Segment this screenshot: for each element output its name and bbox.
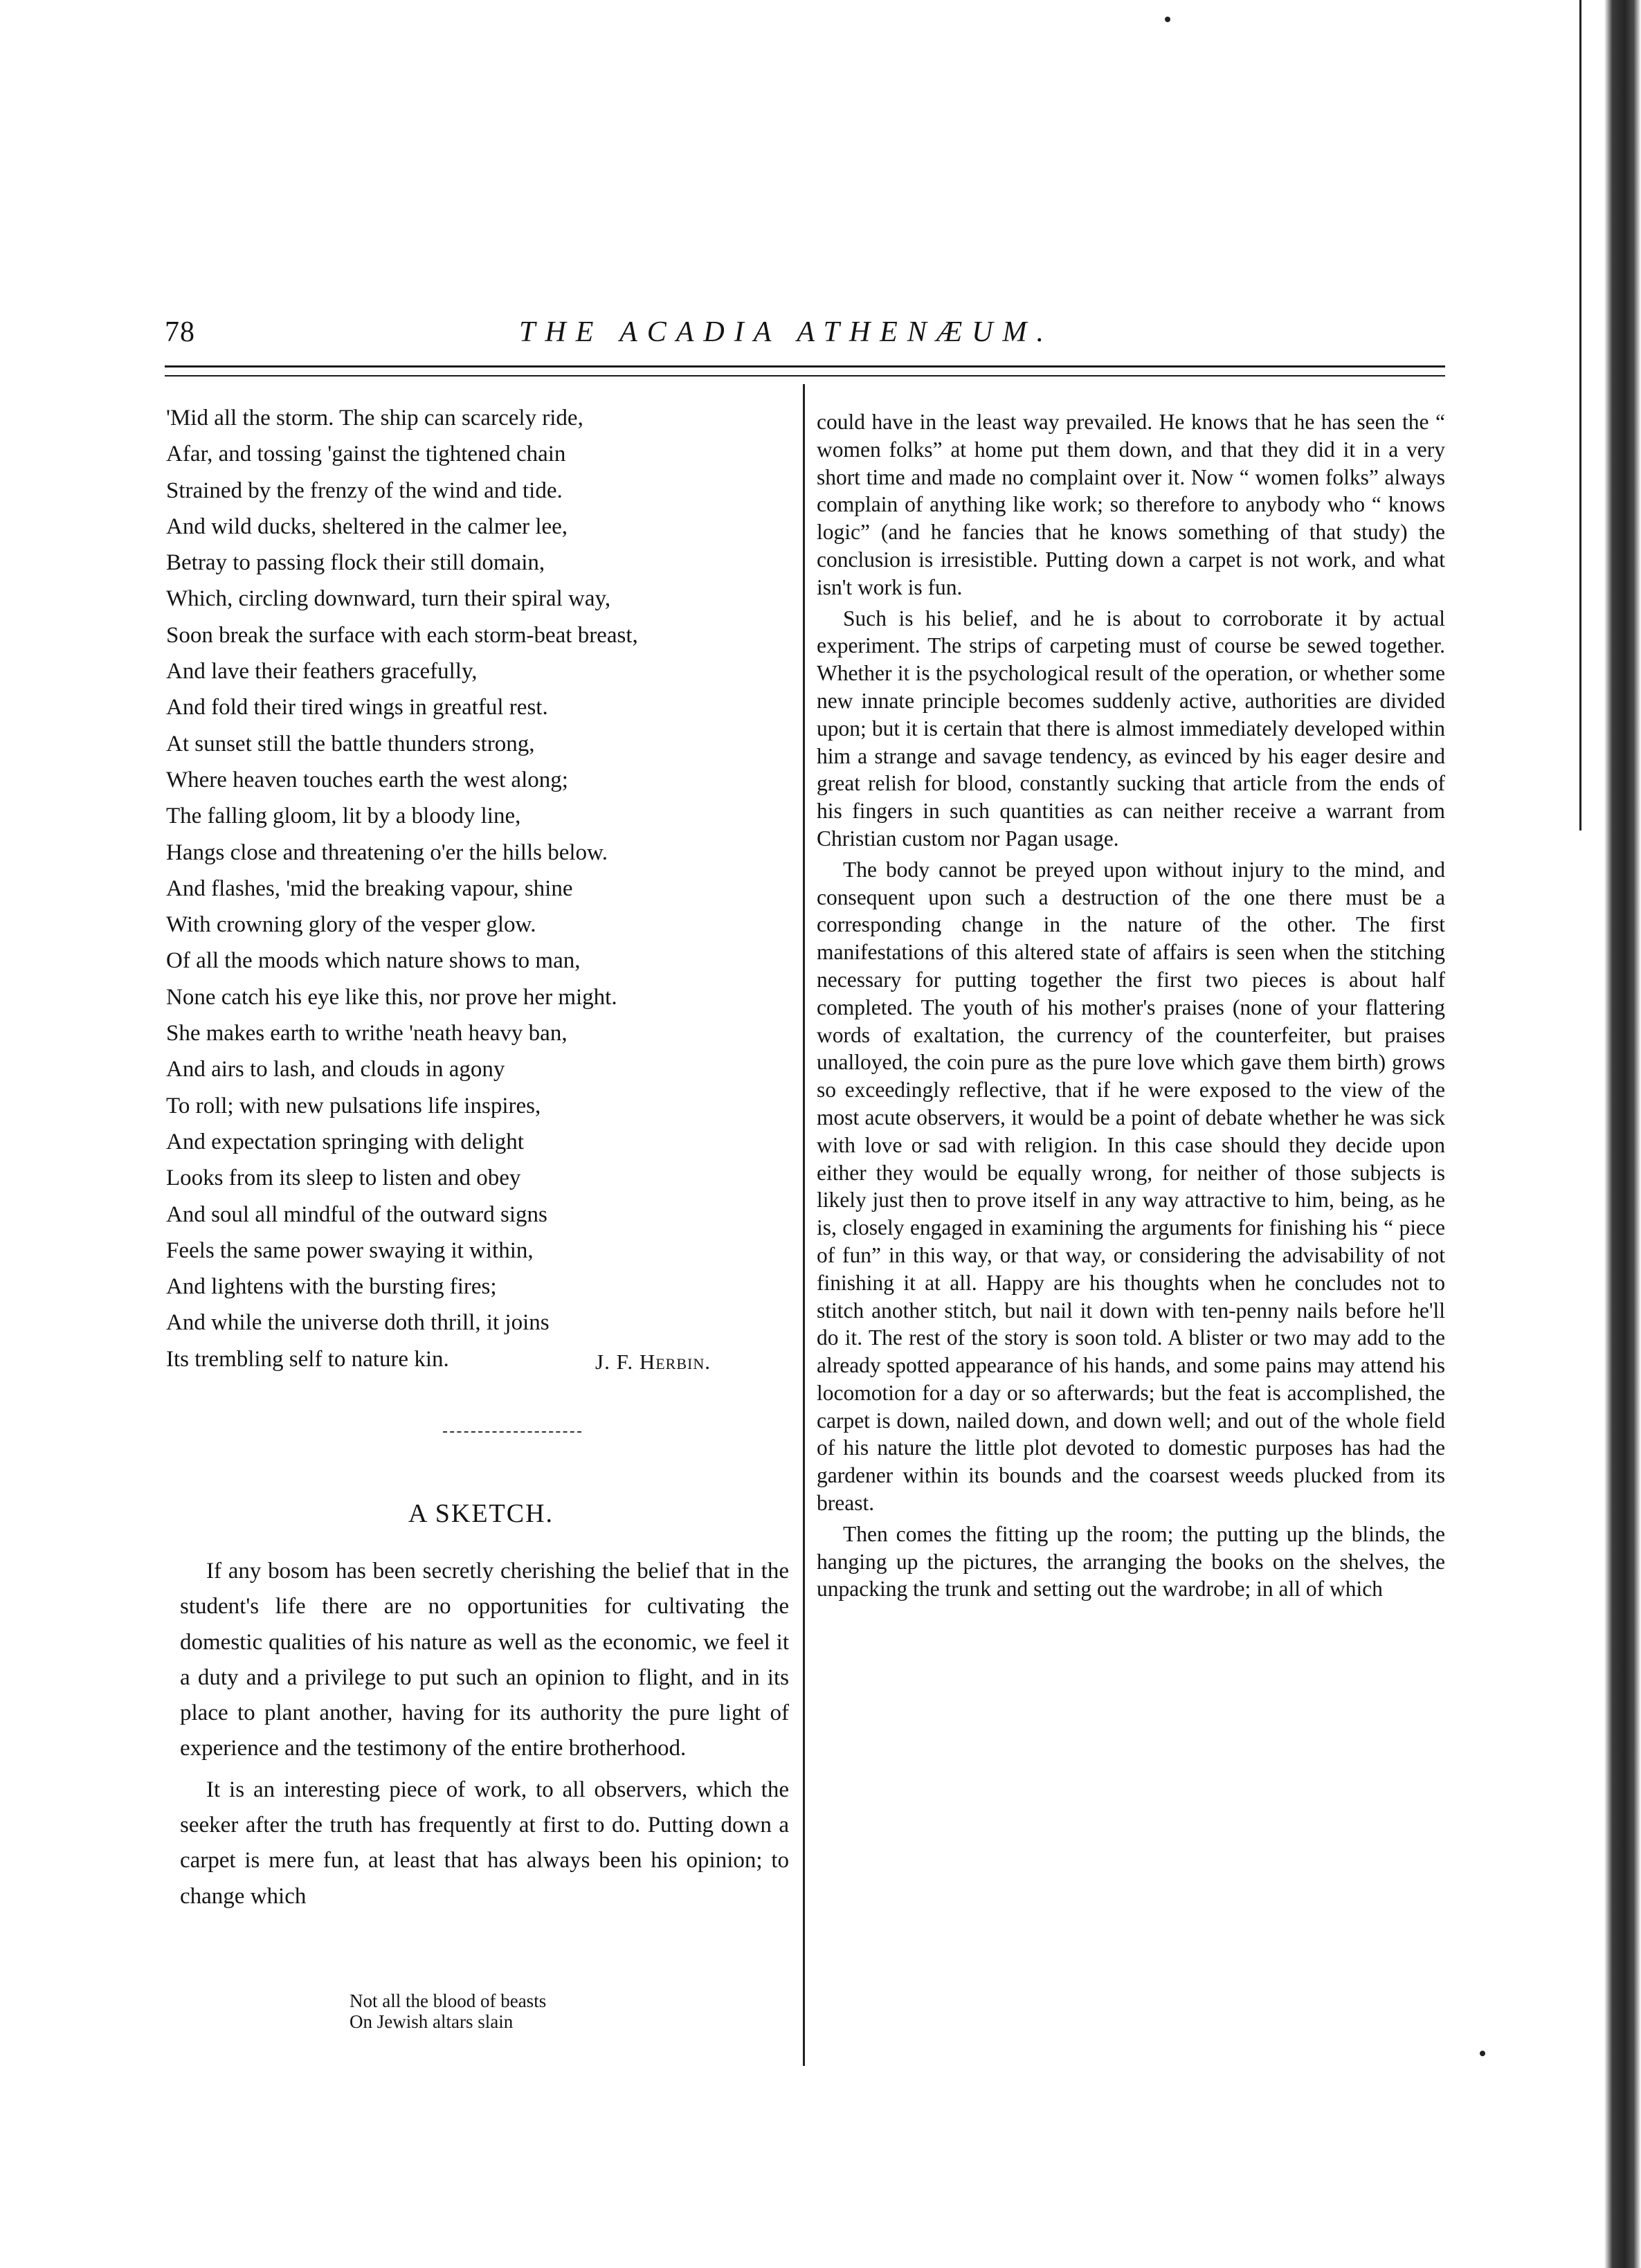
header-rule-thin [165, 375, 1445, 377]
poem-line: And airs to lash, and clouds in agony [166, 1057, 505, 1082]
poem-line: And fold their tired wings in greatful rest. [166, 695, 548, 720]
poem-line: None catch his eye like this, nor prove her might. [166, 984, 617, 1010]
poem-author-name: J. F. Herbin. [595, 1350, 711, 1374]
poem-line: And soul all mindful of the outward signs [166, 1201, 547, 1227]
paragraph: If any bosom has been secretly cherishing the belief that in the student's life there are no opportunities for cultivating the domestic qualities of his nature as well as the economic, we feel it a duty and a privilege to put such an opinion to flight, and in its place to plant another, having for its authority the pure light of experience and the testimony of the entire brotherhood. [180, 1559, 789, 1761]
paragraph: It is an interesting piece of work, to all observers, which the seeker after the truth has frequently at first to do. Putting down a carpet is mere fun, at least that has always been his opinion; to change which [180, 1777, 789, 1909]
poem-line: The falling gloom, lit by a bloody line, [166, 804, 521, 829]
poem-line: Soon break the surface with each storm-beat breast, [166, 622, 638, 648]
scan-speck [1165, 17, 1170, 22]
poem-line: Hangs close and threatening o'er the hills below. [166, 840, 608, 865]
sketch-right-column [817, 408, 1445, 1606]
quote-line: Not all the blood of beasts [350, 1990, 547, 2011]
poem-line: She makes earth to writhe 'neath heavy ban, [166, 1021, 568, 1046]
header-rule [165, 365, 1445, 368]
paragraph: The body cannot be preyed upon without injury to the mind, and consequent upon such a destruction of the one there must be a corresponding change in the nature of the other. The first manifestations of this altered state of affairs is seen when the stitching necessary for putting together the first two pieces is about half completed. The youth of his mother's praises (none of your flattering words of exaltation, the currency of the counterfeiter, but praises unalloyed, the coin pure as the pure love which gave them birth) grows so exceedingly reflective, that if he were exposed to the view of the most acute observers, it would be a point of debate whether he was sick with love or sad with religion. In this case should they decide upon either they would be equally wrong, for neither of those subjects is likely just then to prove itself in any way attractive to him, being, as he is, closely engaged in examining the arguments for finishing his “ piece of fun” in this way, or that way, or considering the advisability of not finishing it at all. Happy are his thoughts when he concludes not to stitch another stitch, but nail it down with ten-penny nails before he'll do it. The rest of the story is soon told. A blister or two may add to the already spotted appearance of his hands, and some pains may attend his locomotion for a day or so afterwards; but the feat is accomplished, the carpet is down, nailed down, and down well; and out of the whole field of his nature the little plot devoted to domestic purposes has had the gardener within its bounds and the coarsest weeds plucked from its breast. [817, 857, 1445, 1516]
page-number: 78 [165, 316, 195, 348]
poem-line: And while the universe doth thrill, it joins [166, 1310, 550, 1336]
poem-line: Betray to passing flock their still domain, [166, 550, 545, 576]
poem-author [595, 1350, 711, 1375]
paragraph: Such is his belief, and he is about to corroborate it by actual experiment. The strips of carpeting must of course be sewed together. Whether it is the psychological result of the operation, or whether some new innate principle becomes suddenly active, authorities are divided upon; but it is certain that there is almost immediately developed within him a strange and savage tendency, as evinced by his eager desire and great relish for blood, constantly sucking that article from the ends of his fingers in such quantities as can neither receive a warrant from Christian custom nor Pagan usage. [817, 606, 1445, 851]
poem-line: Its trembling self to nature kin. [166, 1346, 449, 1372]
poem-line: With crowning glory of the vesper glow. [166, 912, 536, 938]
poem-line: And flashes, 'mid the breaking vapour, shine [166, 876, 573, 901]
verse-quotation [350, 1990, 546, 2032]
paragraph: could have in the least way prevailed. He knows that he has seen the “ women folks” at home put them down, and that they did it in a very short time and made no complaint over it. Now “ women folks” always complain of anything like work; so therefore to anybody who “ knows logic” (and he fancies that he knows something of that study) the conclusion is irresistible. Putting down a carpet is not work, and what isn't work is fun. [817, 410, 1445, 599]
poem-line: Strained by the frenzy of the wind and tide. [166, 478, 563, 503]
poem-line: And lave their feathers gracefully, [166, 659, 478, 684]
poem-line: Feels the same power swaying it within, [166, 1237, 534, 1263]
poem-line: And wild ducks, sheltered in the calmer lee, [166, 514, 568, 539]
page-edge-line [1579, 0, 1581, 831]
scan-speck [1480, 2051, 1485, 2056]
poem-line: Which, circling downward, turn their spiral way, [166, 586, 611, 612]
running-head: THE ACADIA ATHENÆUM. [519, 316, 1053, 348]
quote-line: On Jewish altars slain [350, 2011, 514, 2032]
poem-line: Where heaven touches earth the west along; [166, 767, 568, 792]
poem-line: And expectation springing with delight [166, 1129, 524, 1154]
poem-line: Looks from its sleep to listen and obey [166, 1165, 521, 1191]
section-divider [443, 1431, 581, 1433]
poem-line: At sunset still the battle thunders strong, [166, 731, 535, 756]
poem-line: 'Mid all the storm. The ship can scarcely ride, [166, 406, 583, 430]
poem-line: Afar, and tossing 'gainst the tightened chain [166, 442, 566, 467]
poem [166, 400, 796, 1377]
column-rule [803, 384, 805, 2066]
poem-line: To roll; with new pulsations life inspires, [166, 1093, 541, 1118]
section-title: A SKETCH. [408, 1499, 554, 1528]
sketch-left-column [180, 1554, 789, 1920]
scanned-page-edge [1604, 0, 1641, 2268]
poem-line: Of all the moods which nature shows to man, [166, 948, 581, 974]
paragraph: Then comes the fitting up the room; the putting up the blinds, the hanging up the pictures, the arranging the books on the shelves, the unpacking the trunk and setting out the wardrobe; in all of which [817, 1521, 1445, 1602]
poem-line: And lightens with the bursting fires; [166, 1274, 497, 1300]
